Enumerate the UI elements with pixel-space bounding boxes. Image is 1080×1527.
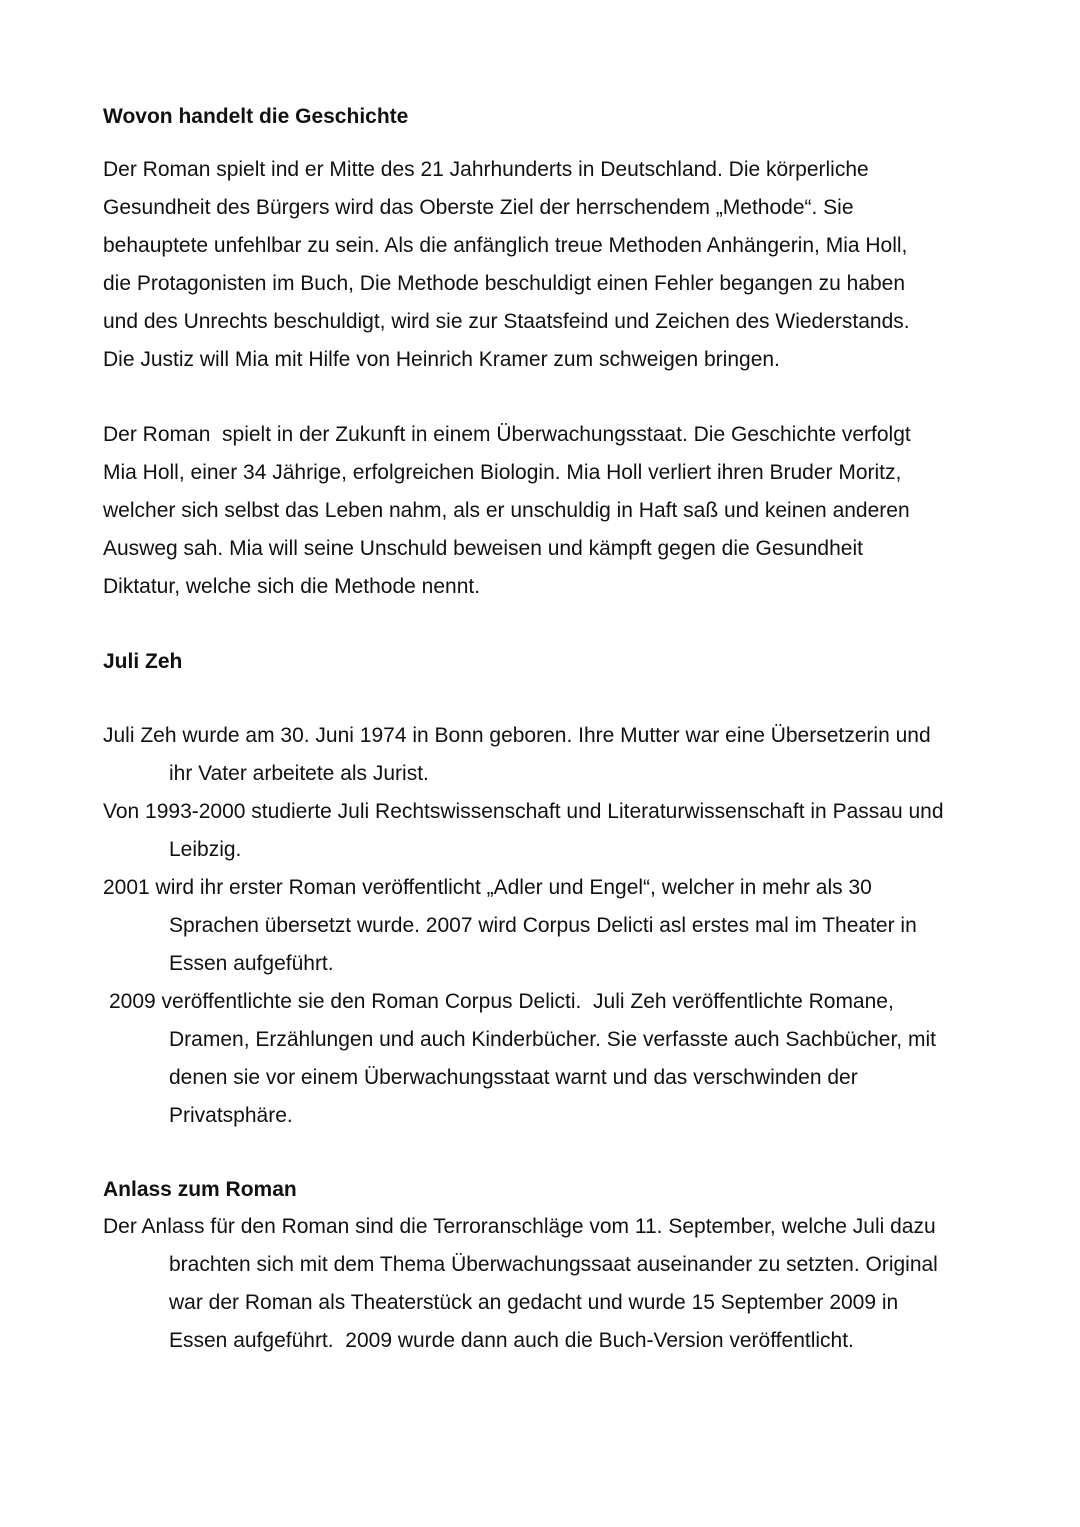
text-line: war der Roman als Theaterstück an gedacht und wurde 15 September 2009 in xyxy=(169,1291,899,1314)
text-line: Gesundheit des Bürgers wird das Oberste Ziel der herrschendem „Methode“. Sie xyxy=(103,196,854,219)
text-line: Mia Holl, einer 34 Jährige, erfolgreichen Biologin. Mia Holl verliert ihren Bruder Moritz, xyxy=(103,461,902,484)
text-line: Dramen, Erzählungen und auch Kinderbücher. Sie verfasste auch Sachbücher, mit xyxy=(169,1028,936,1051)
text-line: Die Justiz will Mia mit Hilfe von Heinrich Kramer zum schweigen bringen. xyxy=(103,348,780,371)
text-line: behauptete unfehlbar zu sein. Als die anfänglich treue Methoden Anhängerin, Mia Holl, xyxy=(103,234,908,257)
text-line: und des Unrechts beschuldigt, wird sie zur Staatsfeind und Zeichen des Wiederstands. xyxy=(103,310,910,333)
text-line: denen sie vor einem Überwachungsstaat warnt und das verschwinden der xyxy=(169,1066,858,1089)
paragraph-story-plot xyxy=(103,416,911,606)
bio-entry-corpus-delicti xyxy=(103,983,944,1135)
text-line: ihr Vater arbeitete als Jurist. xyxy=(169,762,429,785)
bio-entry-birth xyxy=(103,717,944,793)
text-line: Diktatur, welche sich die Methode nennt. xyxy=(103,575,481,598)
text-line: Ausweg sah. Mia will seine Unschuld beweisen und kämpft gegen die Gesundheit xyxy=(103,537,863,560)
text-line: Von 1993-2000 studierte Juli Rechtswissenschaft und Literaturwissenschaft in Passau und xyxy=(103,800,944,823)
text-line: die Protagonisten im Buch, Die Methode beschuldigt einen Fehler begangen zu haben xyxy=(103,272,906,295)
text-line: Der Anlass für den Roman sind die Terroranschläge vom 11. September, welche Juli dazu xyxy=(103,1215,936,1238)
author-biography xyxy=(103,717,944,1135)
paragraph-occasion xyxy=(103,1208,938,1360)
text-line: 2001 wird ihr erster Roman veröffentlicht „Adler und Engel“, welcher in mehr als 30 xyxy=(103,876,872,899)
heading-author: Juli Zeh xyxy=(103,650,183,673)
text-line: Sprachen übersetzt wurde. 2007 wird Corpus Delicti asl erstes mal im Theater in xyxy=(169,914,917,937)
text-line: Privatsphäre. xyxy=(169,1104,293,1127)
text-line: welcher sich selbst das Leben nahm, als er unschuldig in Haft saß und keinen anderen xyxy=(103,499,910,522)
text-line: Essen aufgeführt. 2009 wurde dann auch die Buch-Version veröffentlicht. xyxy=(169,1329,854,1352)
text-line: Der Roman spielt ind er Mitte des 21 Jahrhunderts in Deutschland. Die körperliche xyxy=(103,158,869,181)
heading-story: Wovon handelt die Geschichte xyxy=(103,105,409,128)
bio-entry-first-novel xyxy=(103,869,944,983)
heading-occasion: Anlass zum Roman xyxy=(103,1178,297,1201)
text-line: 2009 veröffentlichte sie den Roman Corpus Delicti. Juli Zeh veröffentlichte Romane, xyxy=(109,990,894,1013)
text-line: Der Roman spielt in der Zukunft in einem Überwachungsstaat. Die Geschichte verfolgt xyxy=(103,423,911,446)
paragraph-story-summary xyxy=(103,151,910,379)
text-line: Leibzig. xyxy=(169,838,242,861)
text-line: Juli Zeh wurde am 30. Juni 1974 in Bonn geboren. Ihre Mutter war eine Übersetzerin und xyxy=(103,724,931,747)
bio-entry-studies xyxy=(103,793,944,869)
text-line: Essen aufgeführt. xyxy=(169,952,334,975)
text-line: brachten sich mit dem Thema Überwachungssaat auseinander zu setzten. Original xyxy=(169,1253,938,1276)
